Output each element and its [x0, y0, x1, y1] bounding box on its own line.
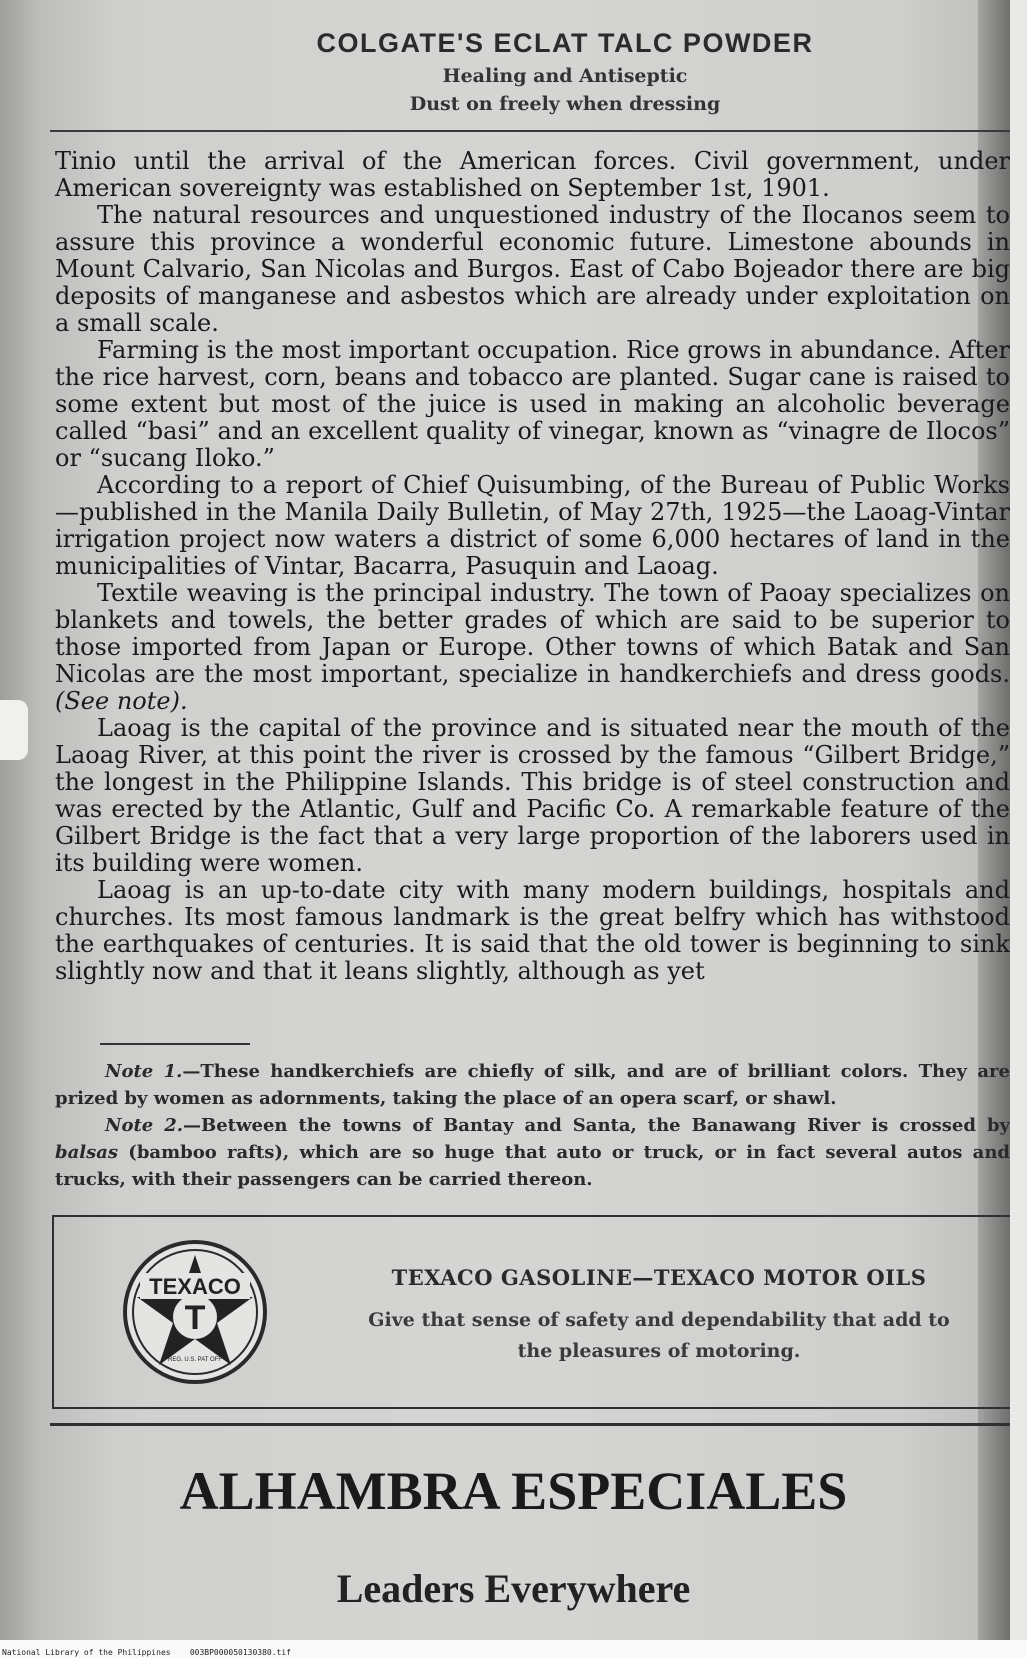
page-header-ad — [120, 28, 1010, 115]
paragraph-1: Tinio until the arrival of the American forces. Civil government, under American sovereignty was established on September 1st, 1901. — [55, 147, 1010, 202]
texaco-star-logo-icon — [120, 1237, 270, 1387]
note-1-label: Note 1. — [105, 1061, 183, 1082]
paragraph-5-text: Textile weaving is the principal industry. The town of Paoay specializes on blankets and towels, the better grades of which are said to be superior to those imported from Japan or Europe. Other towns of which Batak and San Nicolas are the most important, specialize in handkerchiefs and dress goods. — [55, 579, 1010, 688]
scan-footer — [2, 1648, 291, 1657]
note-2-label: Note 2. — [105, 1115, 184, 1136]
note-1-text: —These handkerchiefs are chiefly of silk, and are of brilliant colors. They are prized by women as adornments, taking the place of an opera scarf, or shawl. — [55, 1061, 1010, 1109]
header-rule — [50, 130, 1010, 132]
footer-file: 003BP000050130380.tif — [189, 1648, 291, 1657]
paragraph-6: Laoag is the capital of the province and is situated near the mouth of the Laoag River, at this point the river is crossed by the famous “Gilbert Bridge,” the longest in the Philippine Islands. This bridge is of steel construction and was erected by the Atlantic, Gulf and Pacific Co. A remarkable feature of the Gilbert Bridge is the fact that a very large proportion of the laborers used in its building were women. — [55, 714, 1010, 877]
paragraph-7: Laoag is an up-to-date city with many modern buildings, hospitals and churches. Its most famous landmark is the great belfry which has withstood the earthquakes of centuries. It is said that the old tower is beginning to sink slightly now and that it leans slightly, although as yet — [55, 876, 1010, 985]
logo-small-text: REG. U.S. PAT OFF — [167, 1357, 223, 1363]
header-line-1: Healing and Antiseptic — [442, 65, 688, 87]
paragraph-5 — [55, 580, 1010, 715]
alhambra-title: ALHAMBRA ESPECIALES — [179, 1461, 848, 1521]
paragraph-2: The natural resources and unquestioned industry of the Ilocanos seem to assure this province a wonderful economic future. Limestone abounds in Mount Calvario, San Nicolas and Burgos. East of Cabo Bojeador there are big deposits of manganese and asbestos which are already under exploitation on a small scale. — [55, 201, 1010, 337]
notes-divider — [100, 1043, 250, 1045]
footer-source: National Library of the Philippines — [2, 1648, 171, 1657]
logo-text: TEXACO — [149, 1274, 241, 1299]
header-title: COLGATE'S ECLAT TALC POWDER — [316, 28, 814, 58]
note-1 — [55, 1058, 1010, 1112]
ad-title: TEXACO GASOLINE—TEXACO MOTOR OILS — [391, 1265, 927, 1290]
alhambra-subtitle: Leaders Everywhere — [336, 1566, 691, 1611]
note-2 — [55, 1112, 1010, 1193]
note-2-text-b: (bamboo rafts), which are so huge that auto or truck, or in fact several autos and trucks, with their passengers can be carried thereon. — [55, 1142, 1010, 1190]
bottom-rule — [50, 1423, 1010, 1426]
page-tab-marker — [0, 700, 28, 760]
texaco-ad-box — [52, 1215, 1010, 1409]
ad-line-1: Give that sense of safety and dependability that add to — [368, 1309, 950, 1331]
footnotes — [55, 1058, 1010, 1193]
note-2-emphasis: balsas — [55, 1142, 119, 1163]
header-line-2: Dust on freely when dressing — [409, 93, 721, 115]
paragraph-4: According to a report of Chief Quisumbing, of the Bureau of Public Works—published in the Manila Daily Bulletin, of May 27th, 1925—the Laoag-Vintar irrigation project now waters a district of some 6,000 hectares of land in the municipalities of Vintar, Bacarra, Pasuquin and Laoag. — [55, 471, 1010, 580]
note-2-text-a: —Between the towns of Bantay and Santa, the Banawang River is crossed by — [183, 1115, 1010, 1136]
see-note-reference: (See note). — [55, 687, 188, 715]
ad-line-2: the pleasures of motoring. — [517, 1340, 801, 1362]
logo-letter: T — [184, 1299, 206, 1337]
paragraph-3: Farming is the most important occupation. Rice grows in abundance. After the rice harvest, corn, beans and tobacco are planted. Sugar cane is raised to some extent but most of the juice is used in making an alcoholic beverage called “basi” and an excellent quality of vinegar, known as “vinagre de Ilocos” or “sucang Iloko.” — [55, 336, 1010, 472]
article-body — [55, 148, 1010, 985]
